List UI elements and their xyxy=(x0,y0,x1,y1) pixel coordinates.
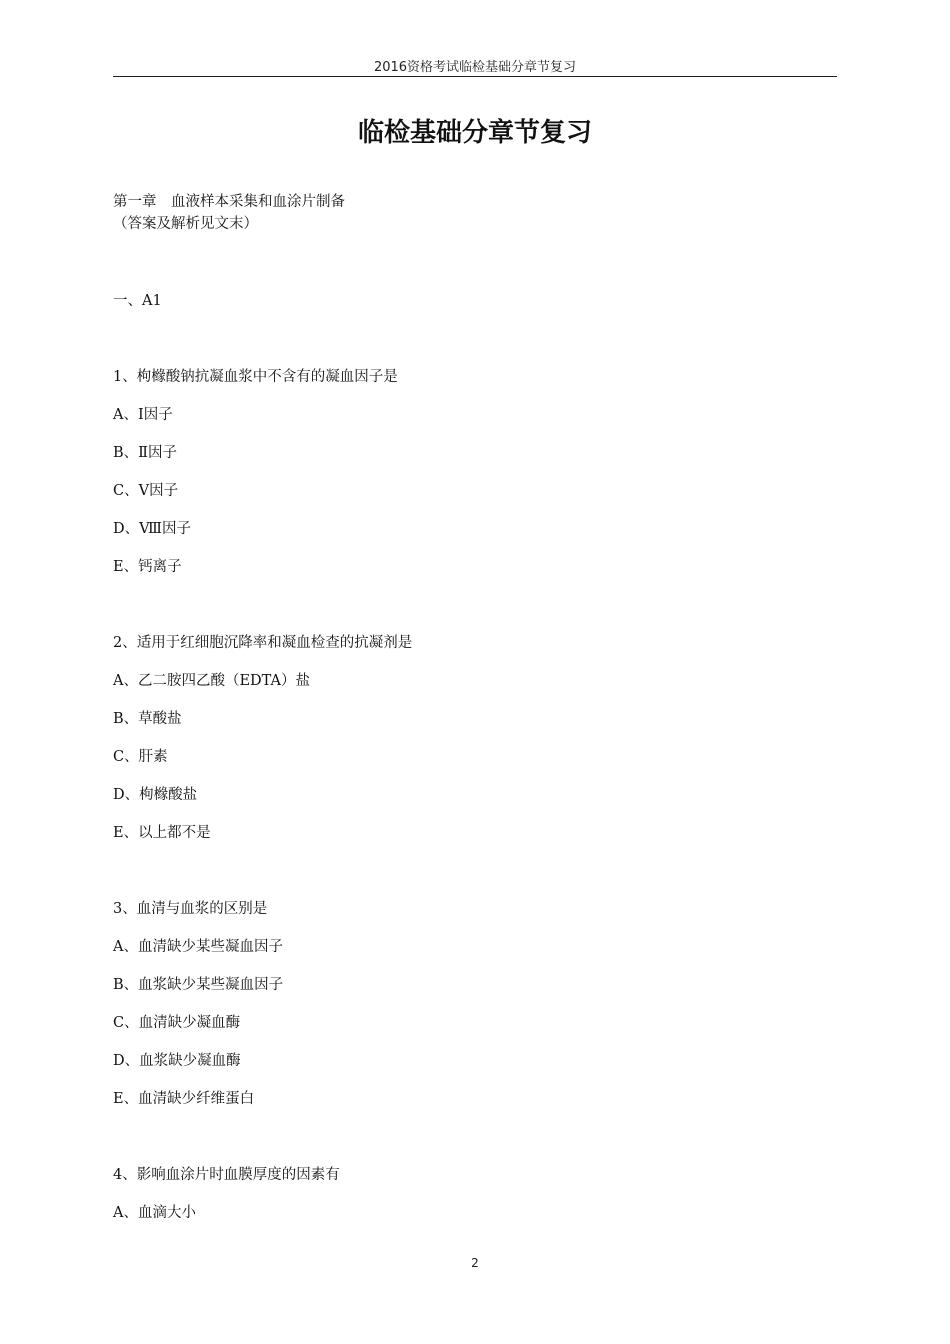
question-option: C、Ⅴ因子 xyxy=(113,483,179,499)
question-option: D、Ⅷ因子 xyxy=(113,521,191,537)
question-option: A、乙二胺四乙酸（EDTA）盐 xyxy=(113,673,311,689)
question-option: B、血浆缺少某些凝血因子 xyxy=(113,977,284,993)
document-title: 临检基础分章节复习 xyxy=(357,118,592,148)
question-option: E、以上都不是 xyxy=(113,825,211,841)
question-stem: 1、枸橼酸钠抗凝血浆中不含有的凝血因子是 xyxy=(113,369,398,385)
page-header: 2016资格考试临检基础分章节复习 xyxy=(373,60,577,75)
header-divider xyxy=(113,76,837,77)
question-option: E、血清缺少纤维蛋白 xyxy=(113,1091,255,1107)
question-option: A、血清缺少某些凝血因子 xyxy=(113,939,283,955)
question-option: B、草酸盐 xyxy=(113,711,182,727)
question-option: D、枸橼酸盐 xyxy=(113,787,198,803)
page-number: 2 xyxy=(471,1256,479,1270)
question-option: A、血滴大小 xyxy=(113,1205,196,1221)
question-option: B、Ⅱ因子 xyxy=(113,445,178,461)
question-option: C、血清缺少凝血酶 xyxy=(113,1015,241,1031)
section-label: 一、A1 xyxy=(113,293,162,309)
chapter-note: （答案及解析见文末） xyxy=(113,216,258,232)
question-stem: 3、血清与血浆的区别是 xyxy=(113,901,268,917)
question-stem: 2、适用于红细胞沉降率和凝血检查的抗凝剂是 xyxy=(113,635,413,651)
question-option: E、钙离子 xyxy=(113,559,182,575)
question-option: C、肝素 xyxy=(113,749,168,765)
question-stem: 4、影响血涂片时血膜厚度的因素有 xyxy=(113,1167,340,1183)
question-option: D、血浆缺少凝血酶 xyxy=(113,1053,241,1069)
chapter-heading: 第一章 血液样本采集和血涂片制备 xyxy=(113,194,345,210)
question-option: A、Ⅰ因子 xyxy=(113,407,173,423)
